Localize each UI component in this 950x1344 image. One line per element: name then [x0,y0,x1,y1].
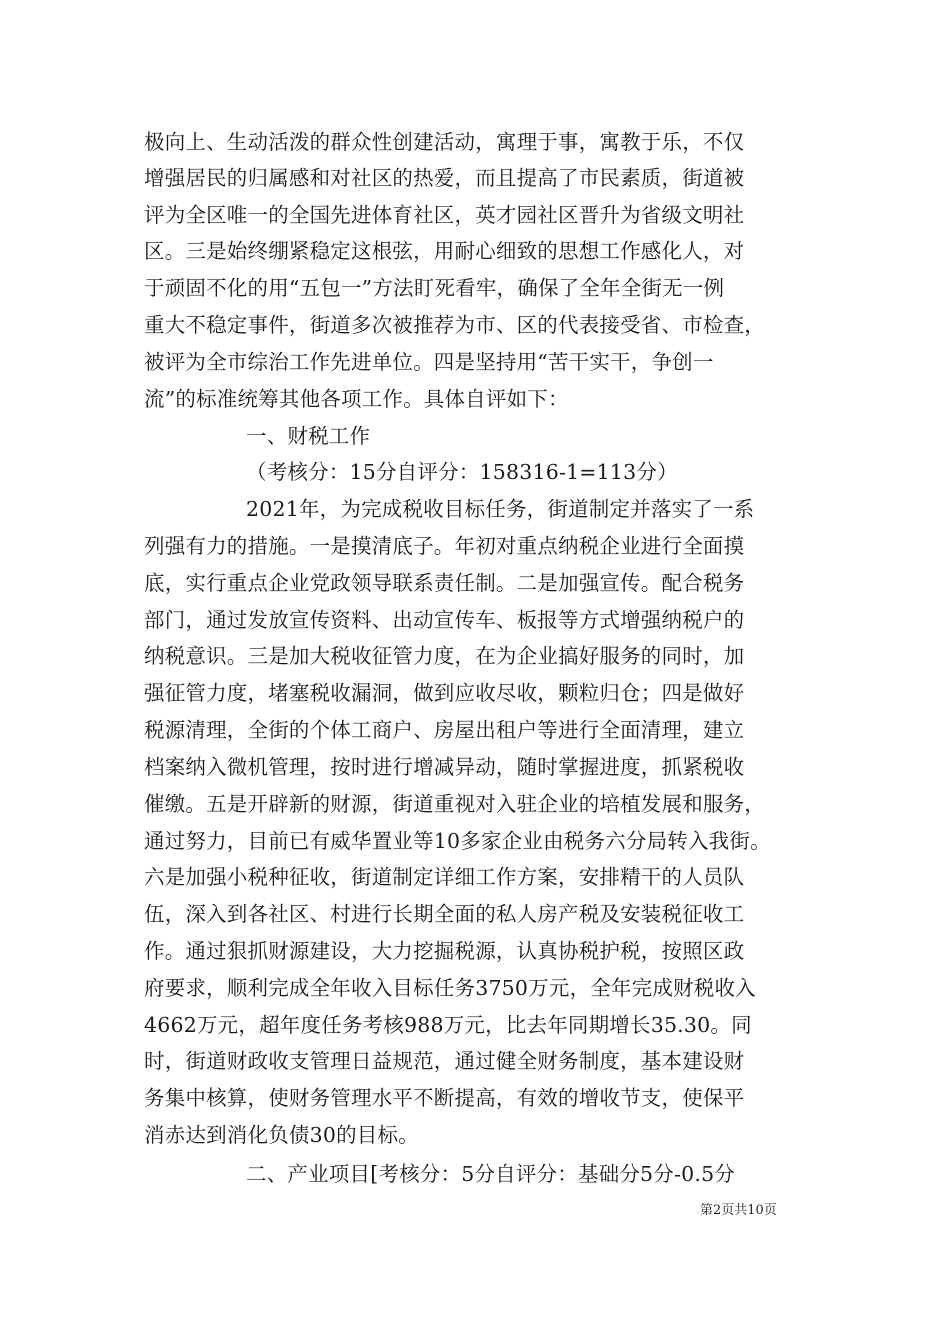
body-text-line: 部门，通过发放宣传资料、出动宣传车、板报等方式增强纳税户的 [144,608,745,632]
body-text-line: 通过努力，目前已有威华置业等10多家企业由税务六分局转入我街。 [144,829,771,853]
body-text-line: 强征管力度，堵塞税收漏洞，做到应收尽收，颗粒归仓；四是做好 [144,681,745,705]
section-heading: 一、财税工作 [246,424,371,448]
body-text-line: 于顽固不化的用“五包一”方法盯死看牢，确保了全年全街无一例 [144,276,725,300]
body-text-line: 六是加强小税种征收，街道制定详细工作方案，安排精干的人员队 [144,865,745,889]
page-number-footer: 第2页共10页 [700,1203,777,1218]
body-text-line: 重大不稳定事件，街道多次被推荐为市、区的代表接受省、市检查， [144,313,765,337]
body-text-line: 档案纳入微机管理，按时进行增减异动，随时掌握进度，抓紧税收 [144,755,745,779]
body-text-line: 极向上、生动活泼的群众性创建活动，寓理于事，寓教于乐，不仅 [144,130,745,154]
body-text-line: 时，街道财政收支管理日益规范，通过健全财务制度，基本建设财 [144,1049,745,1073]
body-text-line: 消赤达到消化负债30的目标。 [144,1123,419,1147]
body-text-line: 区。三是始终绷紧稳定这根弦，用耐心细致的思想工作感化人，对 [144,239,745,263]
body-text-line: 被评为全市综治工作先进单位。四是坚持用“苦干实干，争创一 [144,350,714,374]
section-heading: 二、产业项目[考核分：5分自评分：基础分5分-0.5分 [246,1162,736,1186]
body-text-line: 增强居民的归属感和对社区的热爱，而且提高了市民素质，街道被 [144,166,745,190]
body-text-line: 催缴。五是开辟新的财源，街道重视对入驻企业的培植发展和服务， [144,792,765,816]
section-score: （考核分：15分自评分：158316-1=113分） [246,460,678,484]
body-text-line: 底，实行重点企业党政领导联系责任制。二是加强宣传。配合税务 [144,571,745,595]
body-text-line: 务集中核算，使财务管理水平不断提高，有效的增收节支，使保平 [144,1086,745,1110]
body-text-line: 纳税意识。三是加大税收征管力度，在为企业搞好服务的同时，加 [144,644,745,668]
body-text-line: 4662万元，超年度任务考核988万元，比去年同期增长35.30。同 [144,1013,752,1037]
body-text-line: 税源清理，全街的个体工商户、房屋出租户等进行全面清理，建立 [144,718,745,742]
body-text-line: 府要求，顺利完成全年收入目标任务3750万元，全年完成财税收入 [144,976,756,1000]
body-text-line: 作。通过狠抓财源建设，大力挖掘税源，认真协税护税，按照区政 [144,939,745,963]
body-text-line: 流”的标准统筹其他各项工作。具体自评如下： [144,387,569,411]
body-text-line: 评为全区唯一的全国先进体育社区，英才园社区晋升为省级文明社 [144,203,745,227]
body-text-line: 列强有力的措施。一是摸清底子。年初对重点纳税企业进行全面摸 [144,534,745,558]
body-text-line: 2021年，为完成税收目标任务，街道制定并落实了一系 [246,497,755,521]
body-text-line: 伍，深入到各社区、村进行长期全面的私人房产税及安装税征收工 [144,902,745,926]
